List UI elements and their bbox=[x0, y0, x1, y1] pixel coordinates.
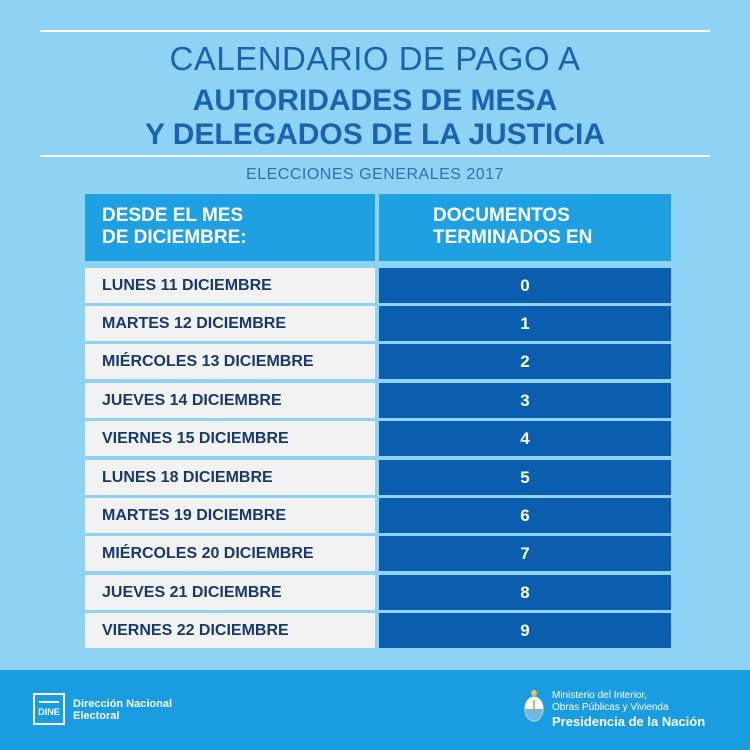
row-digit: 6 bbox=[379, 498, 671, 533]
subtitle: ELECCIONES GENERALES 2017 bbox=[246, 166, 504, 183]
ministry-line1: Ministerio del Interior, bbox=[552, 690, 648, 701]
row-digit: 1 bbox=[379, 306, 671, 341]
column-header-dates bbox=[85, 194, 375, 261]
row-digit: 3 bbox=[379, 383, 671, 418]
row-digit: 5 bbox=[379, 460, 671, 495]
top-divider bbox=[40, 30, 710, 32]
presidency-name: Presidencia de la Nación bbox=[552, 714, 706, 729]
column-header-dates-line1: DESDE EL MES bbox=[102, 205, 244, 226]
row-day: MIÉRCOLES 20 DICIEMBRE bbox=[85, 536, 375, 571]
row-day: LUNES 18 DICIEMBRE bbox=[85, 460, 375, 495]
row-day: VIERNES 15 DICIEMBRE bbox=[85, 421, 375, 456]
title-line-1: CALENDARIO DE PAGO A bbox=[169, 40, 581, 77]
row-day: MARTES 12 DICIEMBRE bbox=[85, 306, 375, 341]
ministry-line2: Obras Públicas y Vivienda bbox=[552, 702, 669, 713]
title-line-3: Y DELEGADOS DE LA JUSTICIA bbox=[144, 118, 606, 151]
row-day: LUNES 11 DICIEMBRE bbox=[85, 268, 375, 303]
row-digit: 0 bbox=[379, 268, 671, 303]
row-digit: 2 bbox=[379, 344, 671, 379]
column-header-documents bbox=[379, 194, 671, 261]
row-digit: 4 bbox=[379, 421, 671, 456]
row-day: MARTES 19 DICIEMBRE bbox=[85, 498, 375, 533]
column-header-dates-line2: DE DICIEMBRE: bbox=[102, 227, 247, 248]
dine-name-line2: Electoral bbox=[73, 710, 120, 722]
column-header-documents-line1: DOCUMENTOS bbox=[433, 205, 570, 226]
title-line-2: AUTORIDADES DE MESA bbox=[192, 84, 558, 117]
dine-logo bbox=[33, 693, 65, 725]
row-day: JUEVES 14 DICIEMBRE bbox=[85, 383, 375, 418]
row-digit: 8 bbox=[379, 575, 671, 610]
row-day: VIERNES 22 DICIEMBRE bbox=[85, 613, 375, 648]
dine-name-line1: Dirección Nacional bbox=[73, 698, 173, 710]
row-day: MIÉRCOLES 13 DICIEMBRE bbox=[85, 344, 375, 379]
dine-logo-text: DINE bbox=[38, 707, 60, 717]
row-digit: 9 bbox=[379, 613, 671, 648]
bottom-divider bbox=[40, 155, 710, 157]
ministry-name bbox=[552, 690, 705, 730]
row-day: JUEVES 21 DICIEMBRE bbox=[85, 575, 375, 610]
dine-name bbox=[73, 698, 172, 722]
row-digit: 7 bbox=[379, 536, 671, 571]
column-header-documents-line2: TERMINADOS EN bbox=[433, 227, 593, 248]
argentina-coat-of-arms-icon bbox=[524, 688, 544, 724]
